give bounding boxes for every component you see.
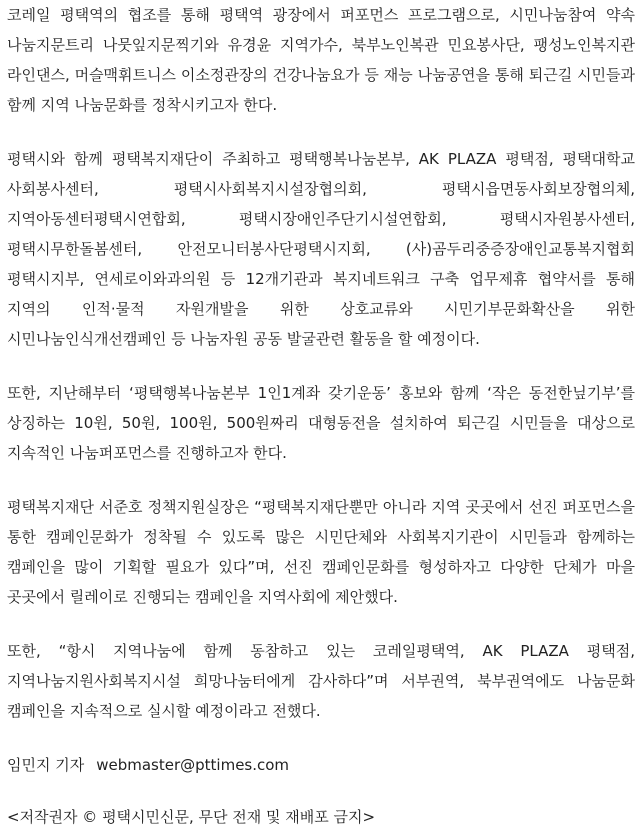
article-paragraph-2: 평택시와 함께 평택복지재단이 주최하고 평택행복나눔본부, AK PLAZA 평택점, 평택대학교 사회봉사센터, 평택시사회복지시설장협의회, 평택시읍면동사회보장협의체, 지역아동센터평택시연합회, 평택시장애인주단기시설연합회, 평택시자원봉사센터, 평택시무한돌봄센터, 안전모니터봉사단평택시지회, (사)곰두리중증장애인교통복지협회 평택시지부, 연세로이와과의원 등 12개기관과 복지네트워크 구축 업무제휴 협약서를 통해 지역의 인적·물적 자원개발을 위한 상호교류와 시민기부문화확산을 위한 시민나눔인식개선캠페인 등 나눔자원 공동 발굴관련 활동을 할 예정이다. (7, 150, 635, 348)
article-paragraph-1: 코레일 평택역의 협조를 통해 평택역 광장에서 퍼포먼스 프로그램으로, 시민나눔참여 약속 나눔지문트리 나뭇잎지문찍기와 유경윤 지역가수, 북부노인복관 민요봉사단, 팽성노인복지관 라인댄스, 머슬맥휘트니스 이소정관장의 건강나눔요가 등 재능 나눔공연을 통해 퇴근길 시민들과 함께 지역 나눔문화를 정착시키고자 한다. (7, 6, 635, 114)
article-paragraph-5: 또한, “항시 지역나눔에 함께 동참하고 있는 코레일평택역, AK PLAZA 평택점, 지역나눔지원사회복지시설 희망나눔터에게 감사하다”며 서부권역, 북부권역에도 나눔문화 캠페인을 지속적으로 실시할 예정이라고 전했다. (7, 642, 635, 720)
copyright-notice: <저작권자 © 평택시민신문, 무단 전재 및 재배포 금지> (7, 808, 376, 826)
reporter-name: 임민지 기자 (7, 756, 85, 774)
article-paragraph-4: 평택복지재단 서준호 정책지원실장은 “평택복지재단뿐만 아니라 지역 곳곳에서 선진 퍼포먼스을 통한 캠페인문화가 정착될 수 있도록 많은 시민단체와 사회복지기관이 시민들과 함께하는 캠페인을 많이 기획할 필요가 있다”며, 선진 캠페인문화를 형성하자고 다양한 단체가 마을 곳곳에서 릴레이로 진행되는 캠페인을 지역사회에 제안했다. (7, 498, 635, 606)
byline (7, 750, 635, 780)
article-body (7, 0, 635, 832)
reporter-email: webmaster@pttimes.com (96, 756, 290, 774)
article-paragraph-3: 또한, 지난해부터 ‘평택행복나눔본부 1인1계좌 갖기운동’ 홍보와 함께 ‘작은 동전한닢기부’를 상징하는 10원, 50원, 100원, 500원짜리 대형동전을 설치하여 퇴근길 시민들을 대상으로 지속적인 나눔퍼포먼스를 진행하고자 한다. (7, 384, 635, 462)
